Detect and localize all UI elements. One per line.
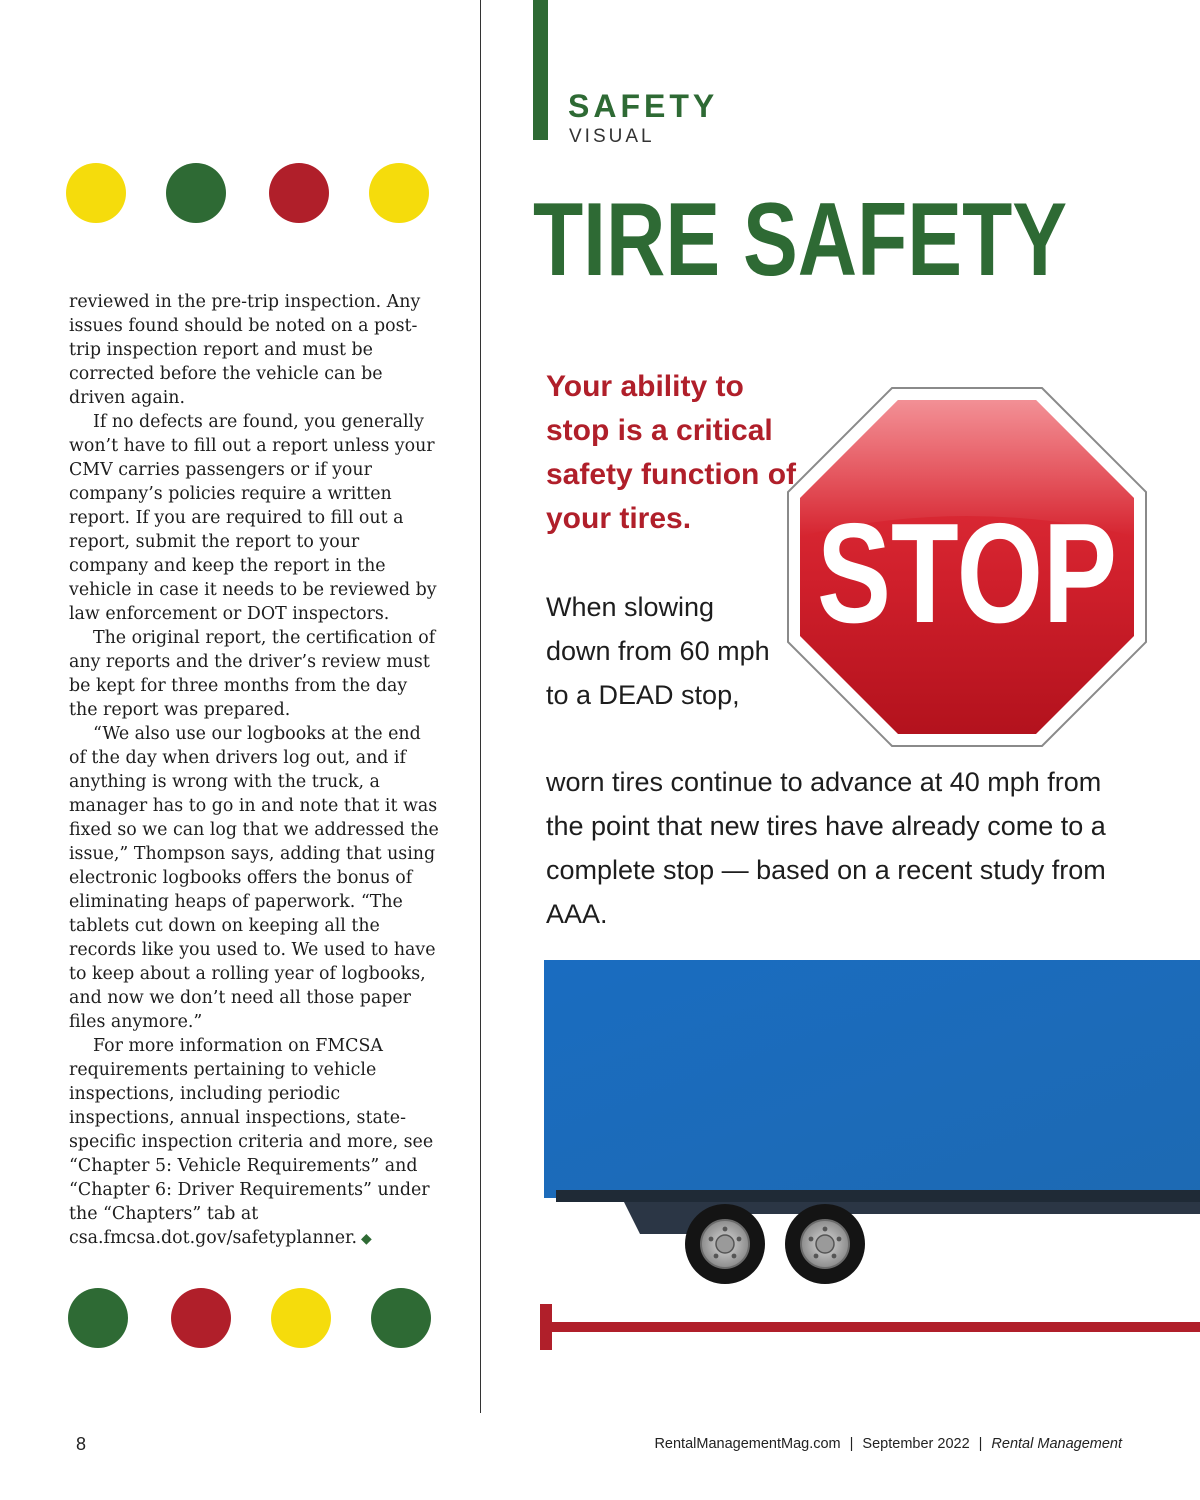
footer-site: RentalManagementMag.com bbox=[654, 1436, 841, 1452]
dot-yellow bbox=[66, 163, 126, 223]
left-paragraph-3: The original report, the certification of any reports and the driver’s review must be kept for three months from the day the report was prepared. bbox=[69, 628, 436, 720]
article-left-column bbox=[69, 290, 439, 1251]
dot-green bbox=[371, 1288, 431, 1348]
body-text-narrow: When slowing down from 60 mph to a DEAD stop, bbox=[546, 592, 770, 710]
dot-yellow bbox=[271, 1288, 331, 1348]
dot-red bbox=[171, 1288, 231, 1348]
trailer-body bbox=[544, 960, 1200, 1198]
stop-sign-text: STOP bbox=[817, 494, 1117, 653]
distance-line bbox=[552, 1322, 1200, 1332]
trailer-bottom-rail bbox=[556, 1190, 1200, 1202]
footer-date: September 2022 bbox=[862, 1436, 970, 1452]
column-divider bbox=[480, 0, 481, 1413]
footer-publication: Rental Management bbox=[991, 1436, 1122, 1452]
stop-sign-icon bbox=[786, 386, 1148, 748]
truck-trailer-icon bbox=[544, 958, 1200, 1298]
dot-green bbox=[68, 1288, 128, 1348]
left-paragraph-5 bbox=[69, 1034, 439, 1251]
left-paragraph-2: If no defects are found, you generally won’t have to fill out a report unless your CMV carries passengers or if your company’s policies require a written report. If you are required to fill out a report, submit the report to your company and keep the report in the vehicle in case it needs to be reviewed by law enforcement or DOT inspectors. bbox=[69, 412, 437, 624]
end-mark-icon: ◆ bbox=[360, 1231, 372, 1247]
dot-yellow bbox=[369, 163, 429, 223]
dot-red bbox=[269, 163, 329, 223]
left-paragraph-4: “We also use our logbooks at the end of the day when drivers log out, and if anything is wrong with the truck, a manager has to go in and note that it was fixed so we can log that we addressed the issue,” Thompson says, adding that using electronic logbooks offers the bonus of eliminating heaps of paperwork. “The tablets cut down on keeping all the records like you used to. We used to have to keep about a rolling year of logbooks, and now we don’t need all those paper files anymore.” bbox=[69, 724, 439, 1032]
dots-top bbox=[66, 163, 436, 225]
footer-credits bbox=[654, 1436, 1122, 1452]
dots-bottom bbox=[66, 1288, 436, 1350]
section-label: SAFETY bbox=[568, 88, 719, 124]
dot-green bbox=[166, 163, 226, 223]
stopping-distance-bar bbox=[540, 1300, 1200, 1355]
footer-separator: | bbox=[849, 1436, 854, 1452]
lead-text: Your ability to stop is a critical safety function of your tires. bbox=[546, 370, 797, 535]
wheel-front bbox=[685, 1204, 765, 1284]
body-text-wide: worn tires continue to advance at 40 mph from the point that new tires have already come to a complete stop — based on a recent study from AAA. bbox=[546, 767, 1106, 929]
left-paragraph-5-text: For more information on FMCSA requirements pertaining to vehicle inspections, including periodic inspections, annual inspections, state-specific inspection criteria and more, see “Chapter 5: Vehicle Requirements” and “Chapter 6: Driver Requirements” under the “Chapters” tab at csa.fmcsa.dot.gov/safetyplanner. bbox=[69, 1036, 434, 1248]
wheel-rear bbox=[785, 1204, 865, 1284]
page-number: 8 bbox=[76, 1434, 87, 1454]
headline: TIRE SAFETY bbox=[533, 182, 1068, 298]
footer-separator: | bbox=[978, 1436, 983, 1452]
left-paragraph-1: reviewed in the pre-trip inspection. Any issues found should be noted on a post-trip inspection report and must be corrected before the vehicle can be driven again. bbox=[69, 292, 421, 408]
section-accent-bar bbox=[533, 0, 548, 140]
section-sublabel: VISUAL bbox=[569, 126, 655, 147]
distance-start-tick bbox=[540, 1304, 552, 1350]
